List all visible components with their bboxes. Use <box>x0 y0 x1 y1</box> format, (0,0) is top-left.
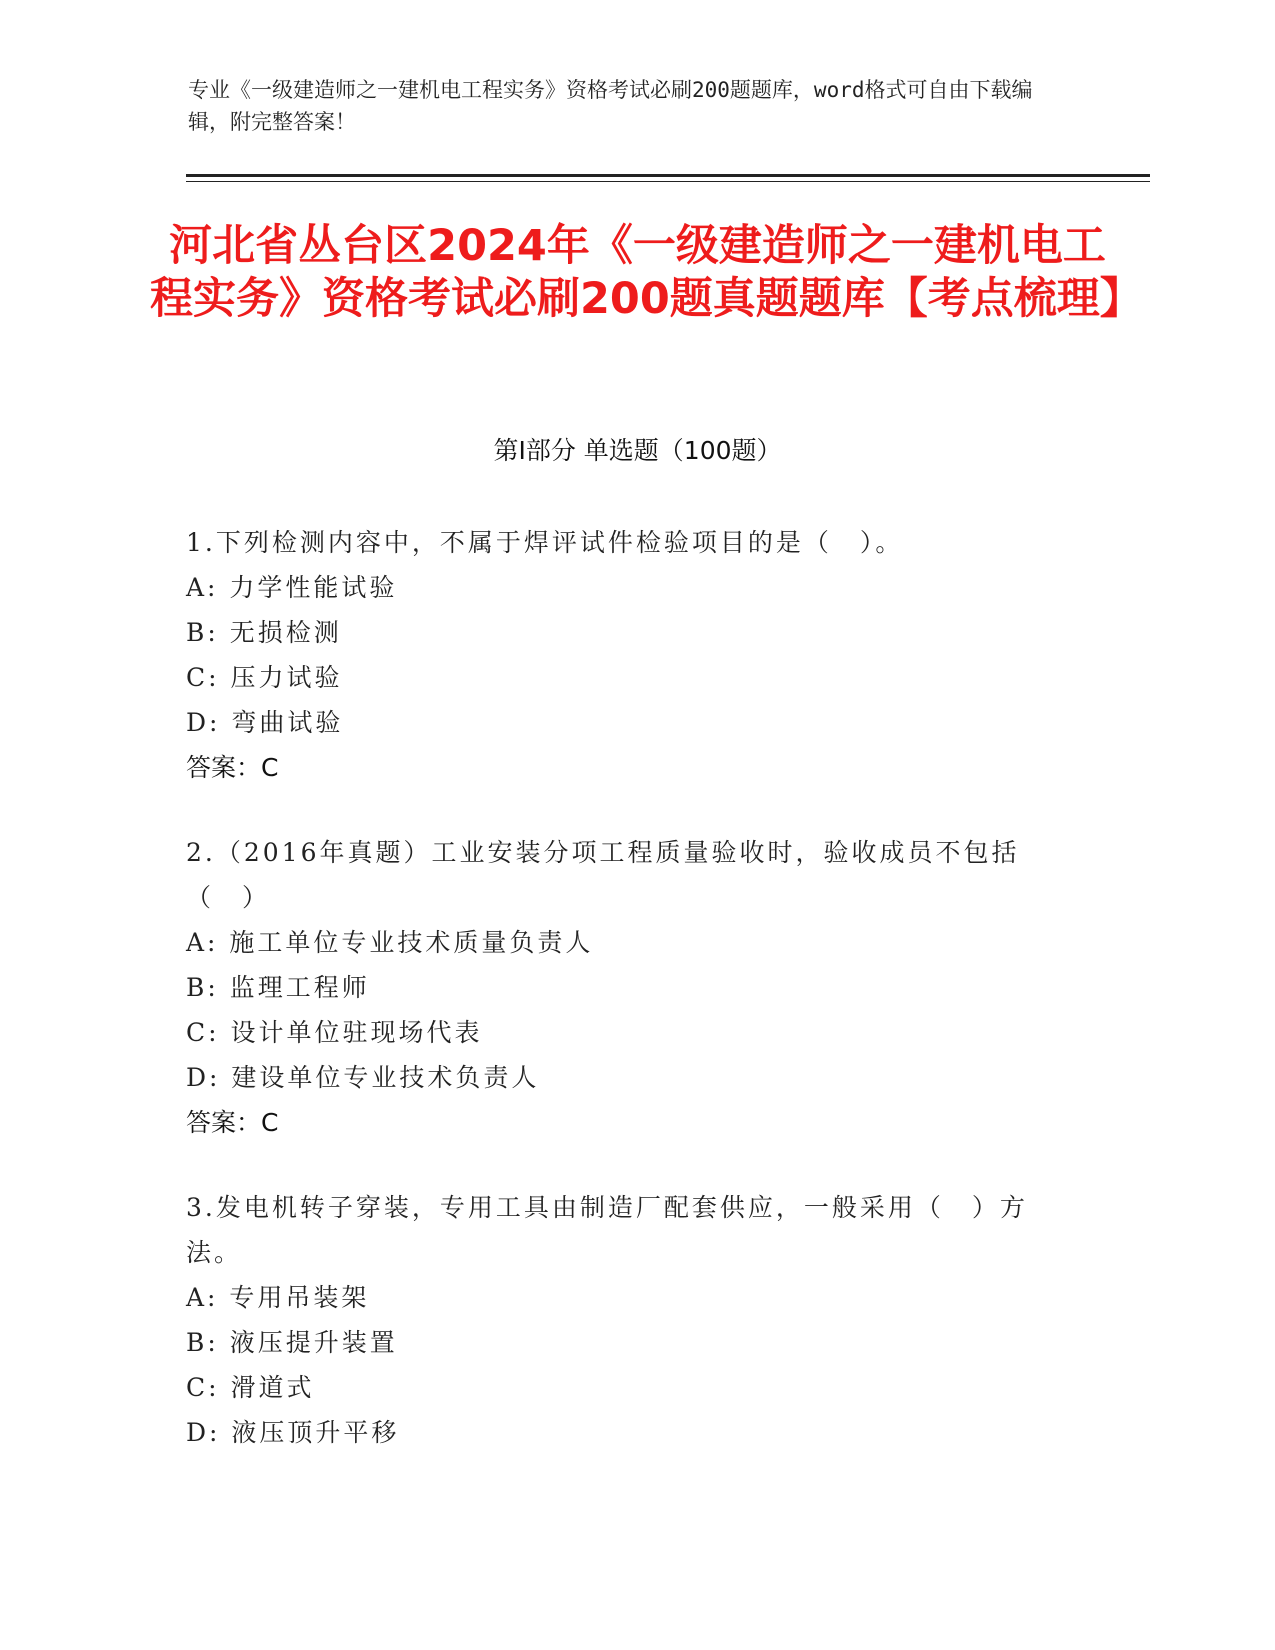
header-note: 专业《一级建造师之一建机电工程实务》资格考试必刷200题题库，word格式可自由下载编辑，附完整答案！ <box>188 78 1033 134</box>
option-b: B: 监理工程师 <box>186 973 370 1002</box>
option-d: D: 弯曲试验 <box>186 708 344 737</box>
option-a: A: 专用吊装架 <box>186 1283 370 1312</box>
question-2 <box>186 830 1066 1145</box>
question-list <box>186 520 1066 1495</box>
header-divider-thick <box>186 174 1150 177</box>
answer: 答案：C <box>186 753 279 782</box>
option-b: B: 无损检测 <box>186 618 342 647</box>
question-stem: 2.（2016年真题）工业安装分项工程质量验收时，验收成员不包括（ ） <box>186 838 1020 912</box>
option-a: A: 施工单位专业技术质量负责人 <box>186 928 594 957</box>
header-divider-thin <box>186 181 1150 182</box>
question-stem: 3.发电机转子穿装，专用工具由制造厂配套供应，一般采用（ ）方法。 <box>186 1193 1028 1267</box>
question-1 <box>186 520 1066 790</box>
option-a: A: 力学性能试验 <box>186 573 398 602</box>
option-c: C: 压力试验 <box>186 663 343 692</box>
option-d: D: 建设单位专业技术负责人 <box>186 1063 540 1092</box>
option-b: B: 液压提升装置 <box>186 1328 398 1357</box>
document-title: 河北省丛台区2024年《一级建造师之一建机电工程实务》资格考试必刷200题真题题库【考点梳理】 <box>150 221 1143 324</box>
question-3 <box>186 1185 1066 1455</box>
option-c: C: 滑道式 <box>186 1373 315 1402</box>
answer: 答案：C <box>186 1108 279 1137</box>
question-stem: 1.下列检测内容中，不属于焊评试件检验项目的是（ ）。 <box>186 528 904 557</box>
section-heading: 第Ⅰ部分 单选题（100题） <box>493 436 782 465</box>
option-c: C: 设计单位驻现场代表 <box>186 1018 483 1047</box>
option-d: D: 液压顶升平移 <box>186 1418 400 1447</box>
